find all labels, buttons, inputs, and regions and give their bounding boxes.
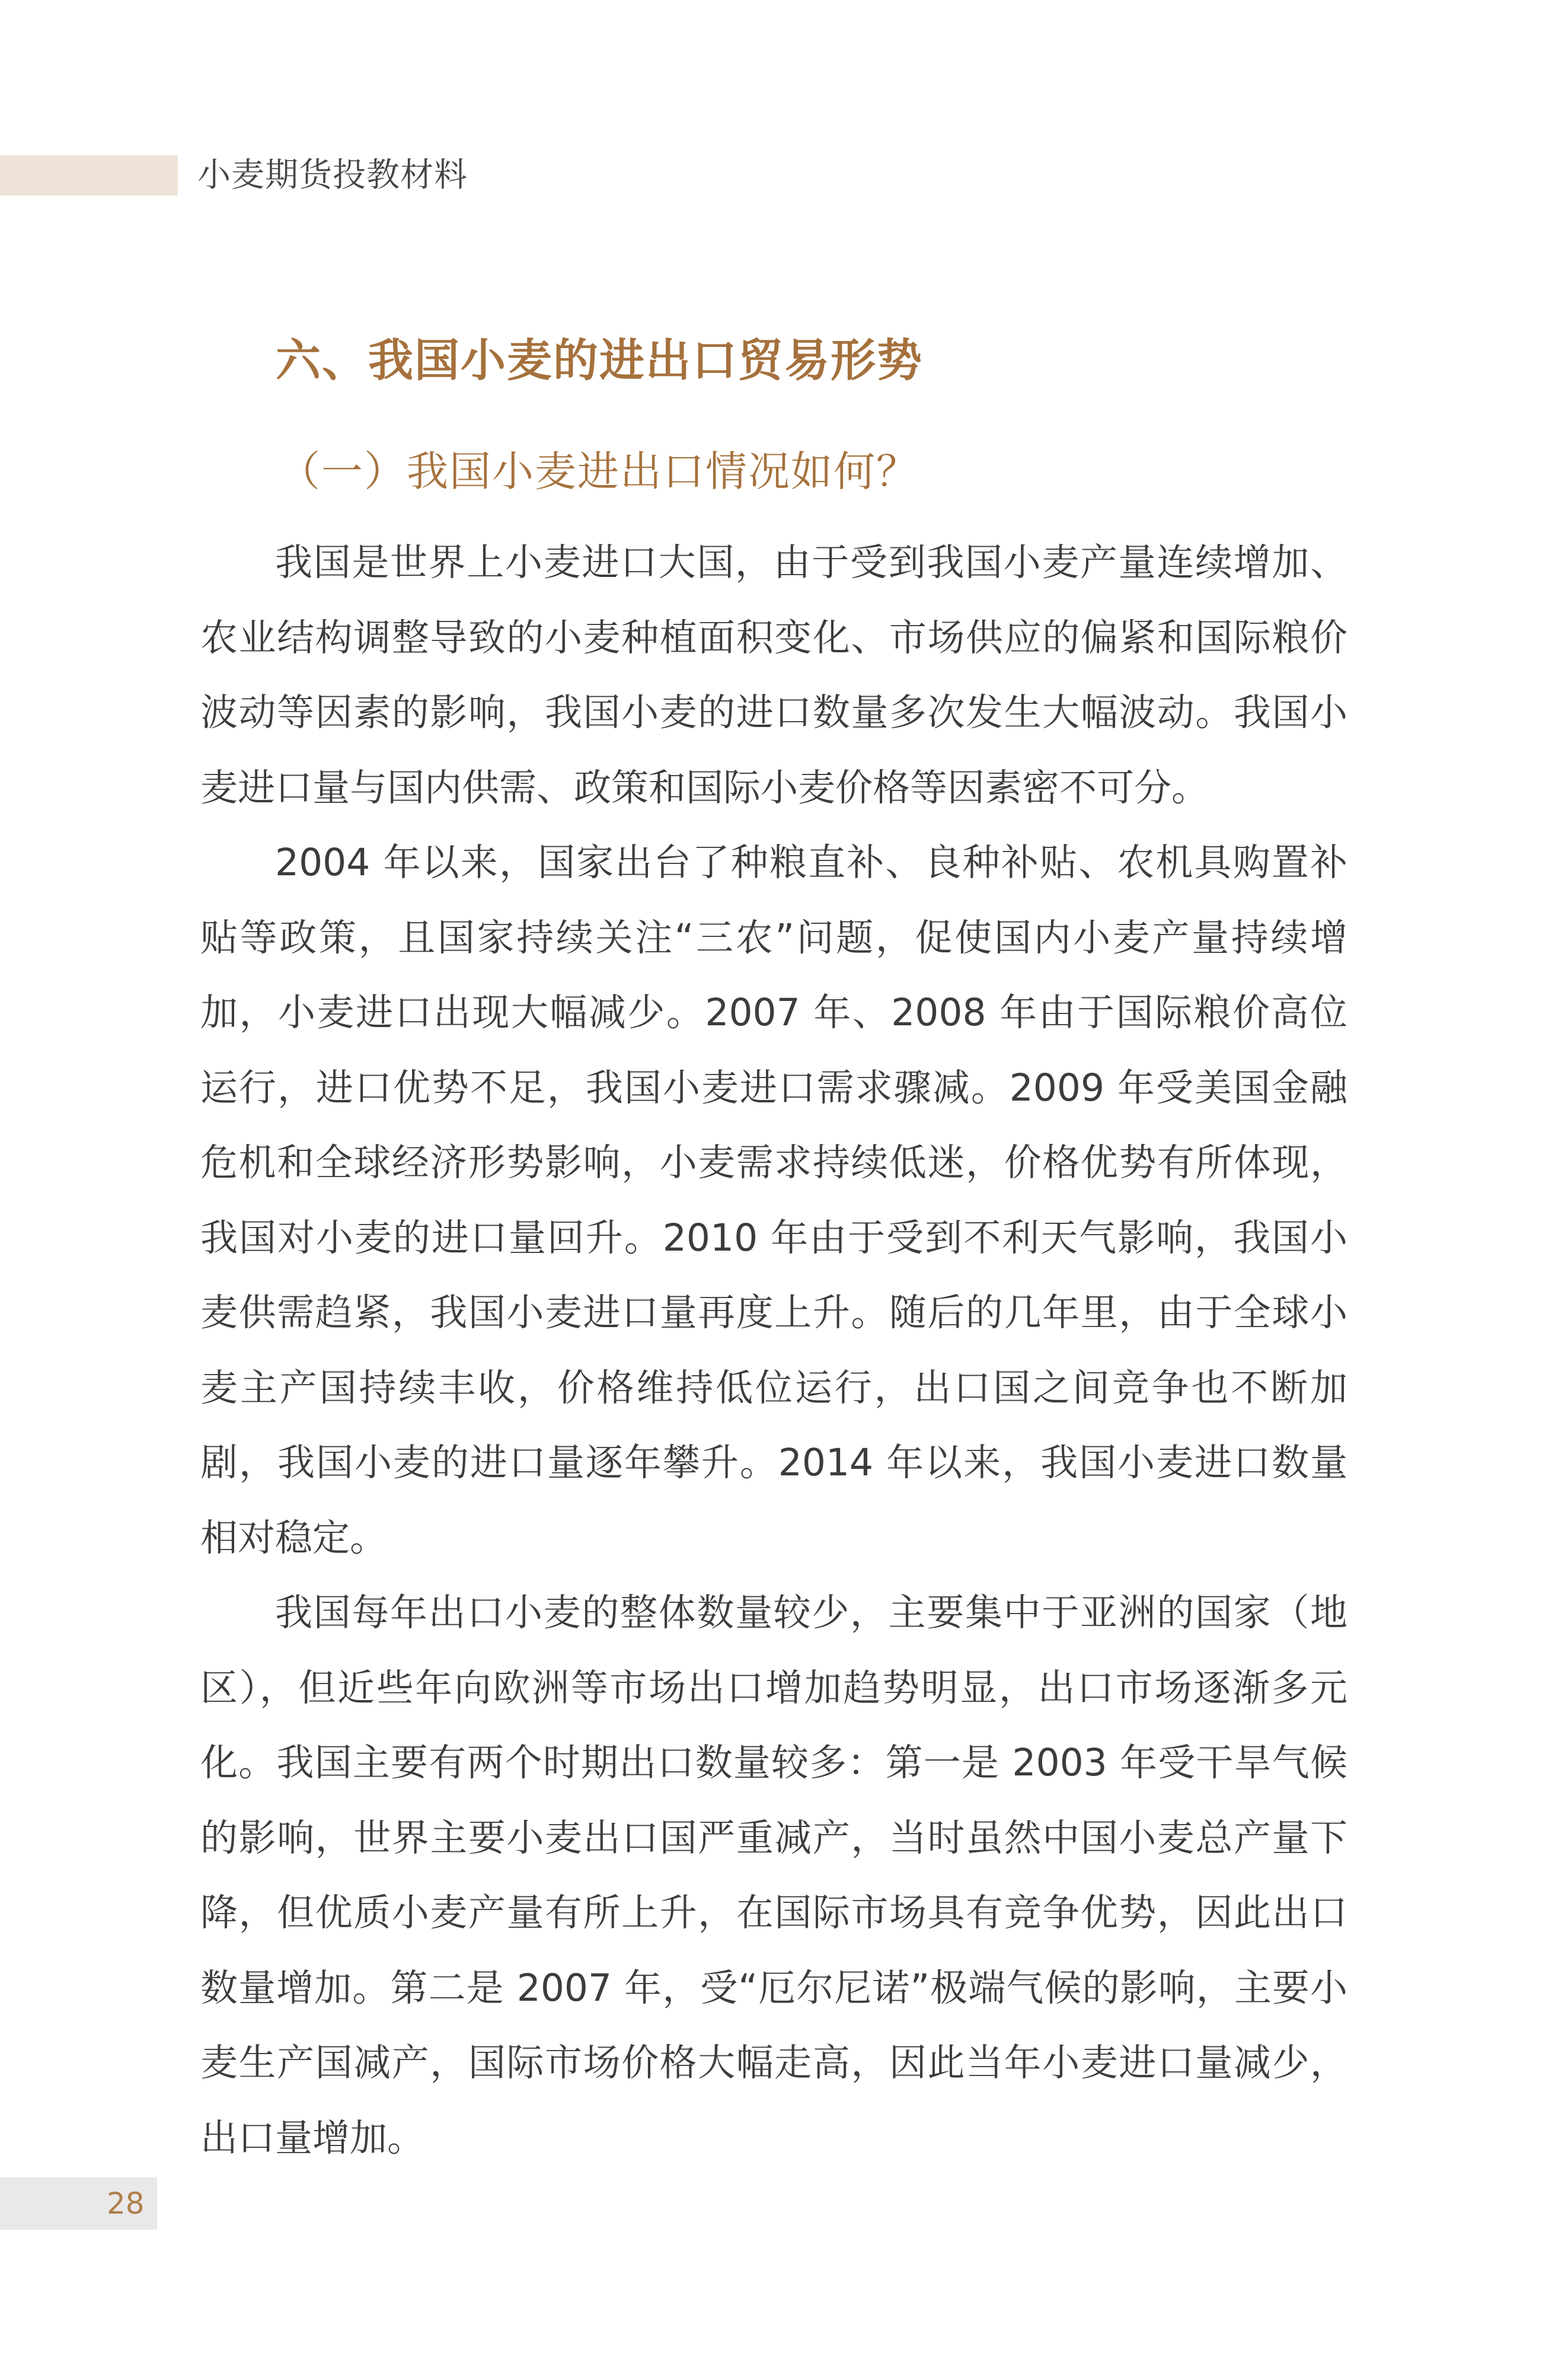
page-number: 28: [107, 2186, 145, 2221]
paragraph-export-overview: 我国每年出口小麦的整体数量较少，主要集中于亚洲的国家（地区），但近些年向欧洲等市场出口增加趋势明显，出口市场逐渐多元化。我国主要有两个时期出口数量较多：第一是 2003 年受干旱气候的影响，世界主要小麦出口国严重减产，当时虽然中国小麦总产量下降，但优质小麦产量有所上升，在国际市场具有竞争优势，因此出口数量增加。第二是 2007 年，受“厄尔尼诺”极端气候的影响，主要小麦生产国减产，国际市场价格大幅走高，因此当年小麦进口量减少，出口量增加。: [200, 1591, 1347, 2160]
header-accent-band: [0, 155, 178, 196]
section-heading: 六、我国小麦的进出口贸易形势: [276, 334, 923, 387]
subsection-heading: （一）我国小麦进出口情况如何？: [279, 447, 919, 496]
paragraph-import-history: 2004 年以来，国家出台了种粮直补、良种补贴、农机具购置补贴等政策，且国家持续关注“三农”问题，促使国内小麦产量持续增加，小麦进口出现大幅减少。2007 年、2008 年由于国际粮价高位运行，进口优势不足，我国小麦进口需求骤减。2009 年受美国金融危机和全球经济形势影响，小麦需求持续低迷，价格优势有所体现，我国对小麦的进口量回升。2010 年由于受到不利天气影响，我国小麦供需趋紧，我国小麦进口量再度上升。随后的几年里，由于全球小麦主产国持续丰收，价格维持低位运行，出口国之间竞争也不断加剧，我国小麦的进口量逐年攀升。2014 年以来，我国小麦进口数量相对稳定。: [200, 841, 1347, 1560]
paragraph-import-overview: 我国是世界上小麦进口大国，由于受到我国小麦产量连续增加、农业结构调整导致的小麦种植面积变化、市场供应的偏紧和国际粮价波动等因素的影响，我国小麦的进口数量多次发生大幅波动。我国小麦进口量与国内供需、政策和国际小麦价格等因素密不可分。: [200, 541, 1347, 809]
body-text: [200, 525, 1347, 2176]
running-header-title: 小麦期货投教材料: [197, 156, 468, 195]
